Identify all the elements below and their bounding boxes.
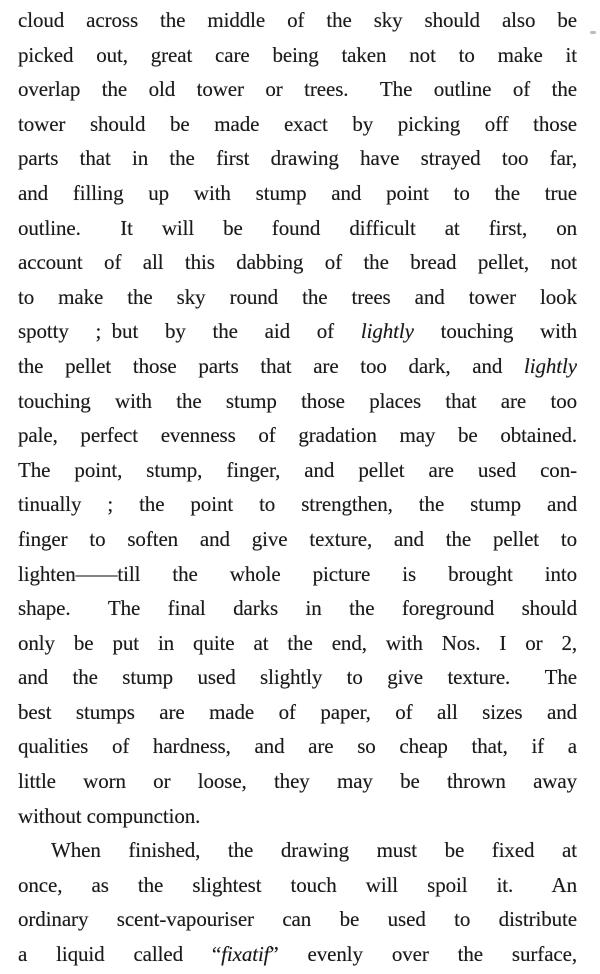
text-line: [18, 107, 577, 142]
text-segment: a liquid called “: [18, 942, 222, 967]
text-line: [18, 211, 577, 246]
text-line: [18, 902, 577, 937]
text-line: [18, 176, 577, 211]
page-text: [18, 3, 577, 972]
text-line: [18, 868, 577, 903]
text-line: [18, 660, 577, 695]
text-line: [18, 487, 577, 522]
text-segment: only be put in quite at the end, with Nos. I or 2,: [18, 630, 577, 655]
text-line: [18, 141, 577, 176]
text-line: [18, 557, 577, 592]
text-line: [18, 3, 577, 38]
text-line: [18, 453, 577, 488]
text-line: [18, 764, 577, 799]
text-segment: little worn or loose, they may be thrown away: [18, 769, 577, 794]
text-segment: the pellet those parts that are too dark, and: [18, 353, 525, 378]
text-segment: tower should be made exact by picking off those: [18, 111, 577, 136]
text-line: [18, 626, 577, 661]
text-segment: account of all this dabbing of the bread pellet, not: [18, 250, 577, 275]
text-line: [18, 695, 577, 730]
text-segment: tinually ; the point to strengthen, the stump and: [18, 492, 577, 517]
text-segment: lighten——till the whole picture is brought into: [18, 561, 577, 586]
text-segment: and the stump used slightly to give texture. The: [18, 665, 577, 690]
text-segment: without compunction.: [18, 803, 201, 828]
text-line: [18, 72, 577, 107]
text-segment: finger to soften and give texture, and the pellet to: [18, 526, 577, 551]
text-line: [18, 833, 577, 868]
text-segment: overlap the old tower or trees. The outline of the: [18, 77, 577, 102]
text-line: [18, 314, 577, 349]
text-segment: The point, stump, finger, and pellet are used con-: [18, 457, 577, 482]
text-line: [18, 38, 577, 73]
text-line: [18, 591, 577, 626]
text-segment: spotty ; but by the aid of: [18, 319, 361, 344]
text-line: [18, 280, 577, 315]
text-segment: ordinary scent-vapouriser can be used to distribute: [18, 907, 577, 932]
italic-text: fixatif: [221, 942, 270, 967]
text-line: [18, 937, 577, 972]
text-line: [18, 384, 577, 419]
text-segment: ” evenly over the surface,: [269, 942, 577, 967]
text-segment: touching with: [413, 319, 577, 344]
text-line: [18, 418, 577, 453]
scan-artifact: [590, 31, 596, 34]
italic-text: lightly: [524, 353, 577, 378]
italic-text: lightly: [360, 319, 414, 344]
text-segment: cloud across the middle of the sky should also be: [18, 8, 577, 32]
text-segment: picked out, great care being taken not to make it: [18, 42, 577, 67]
text-line: [18, 729, 577, 764]
text-segment: touching with the stump those places that are too: [18, 388, 577, 413]
text-line: [18, 245, 577, 280]
text-segment: and filling up with stump and point to the true: [18, 180, 577, 205]
text-segment: to make the sky round the trees and tower look: [18, 284, 577, 309]
text-segment: When finished, the drawing must be fixed at: [51, 838, 577, 863]
text-segment: shape. The final darks in the foreground should: [18, 596, 577, 621]
text-segment: once, as the slightest touch will spoil it. An: [18, 872, 577, 897]
text-segment: best stumps are made of paper, of all sizes and: [18, 699, 577, 724]
text-segment: parts that in the first drawing have strayed too far,: [18, 146, 577, 171]
text-line: [18, 522, 577, 557]
text-segment: outline. It will be found difficult at first, on: [18, 215, 577, 240]
text-segment: qualities of hardness, and are so cheap that, if a: [18, 734, 577, 759]
text-segment: pale, perfect evenness of gradation may be obtained.: [18, 423, 577, 448]
text-line: [18, 349, 577, 384]
text-line: [18, 799, 577, 834]
